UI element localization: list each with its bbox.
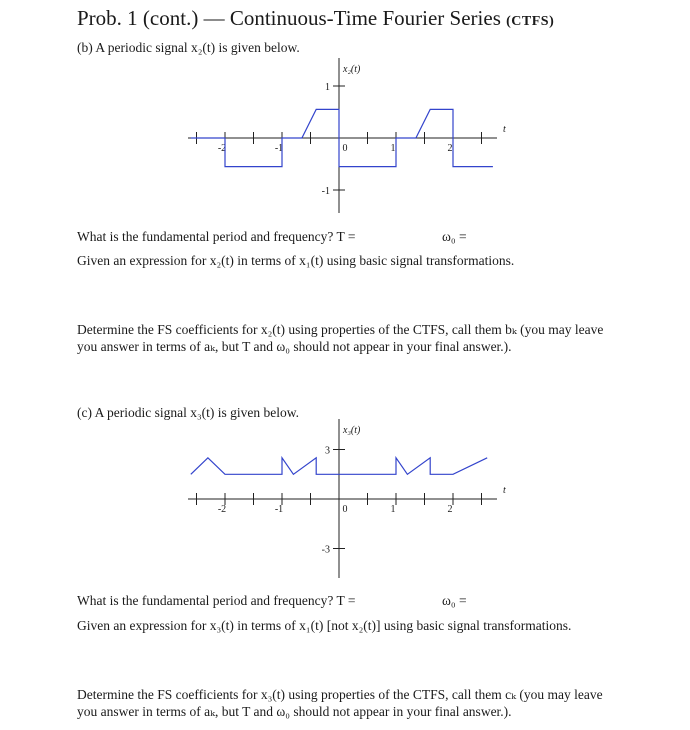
page-title: Prob. 1 (cont.) — Continuous-Time Fourier Series (CTFS) [77, 6, 555, 30]
part-c-intro: (c) A periodic signal x₃(t) is given below. [77, 405, 300, 420]
x-tick-label: 1 [390, 504, 396, 515]
part-b-period-question: What is the fundamental period and frequency? T = [77, 229, 356, 244]
part-c-expression-question: Given an expression for x₃(t) in terms of x₁(t) [not x₂(t)] using basic signal transformations. [77, 618, 572, 633]
x-tick-label: 1 [390, 143, 396, 154]
part-b-coefficients-question: Determine the FS coefficients for x₂(t) using properties of the CTFS, call them bₖ (you may leave you answer in terms of aₖ, but T and ω₀ should not appear in your final answer.). [77, 322, 604, 354]
x-tick-label: 2 [447, 143, 453, 154]
x-axis-label: t [503, 124, 506, 135]
part-c-period-question: What is the fundamental period and frequency? T = [77, 593, 356, 608]
x-tick-label: -1 [274, 504, 284, 515]
x-axis-label: t [503, 485, 506, 496]
y-tick-label: 3 [325, 445, 330, 457]
part-b-omega-label: ω₀ = [442, 229, 467, 244]
x-tick-label: -2 [217, 143, 227, 154]
x-tick-label: 0 [342, 143, 348, 154]
y-tick-label: -3 [321, 544, 330, 556]
y-axis-label: x₂(t) [343, 64, 361, 75]
y-tick-label: 1 [325, 82, 330, 93]
x-tick-label: 2 [447, 504, 453, 515]
part-c-omega-label: ω₀ = [442, 593, 467, 608]
y-tick-label: -1 [321, 186, 330, 197]
x-tick-label: 0 [342, 504, 348, 515]
x-tick-label: -2 [217, 504, 227, 515]
x-tick-label: -1 [274, 143, 284, 154]
part-c-coefficients-question: Determine the FS coefficients for x₃(t) using properties of the CTFS, call them cₖ (you may leave you answer in terms of aₖ, but T and ω₀ should not appear in your final answer.). [77, 687, 603, 719]
part-b-intro: (b) A periodic signal x₂(t) is given below. [77, 40, 300, 55]
y-axis-label: x₃(t) [343, 425, 361, 436]
part-b-expression-question: Given an expression for x₂(t) in terms of x₁(t) using basic signal transformations. [77, 253, 515, 268]
